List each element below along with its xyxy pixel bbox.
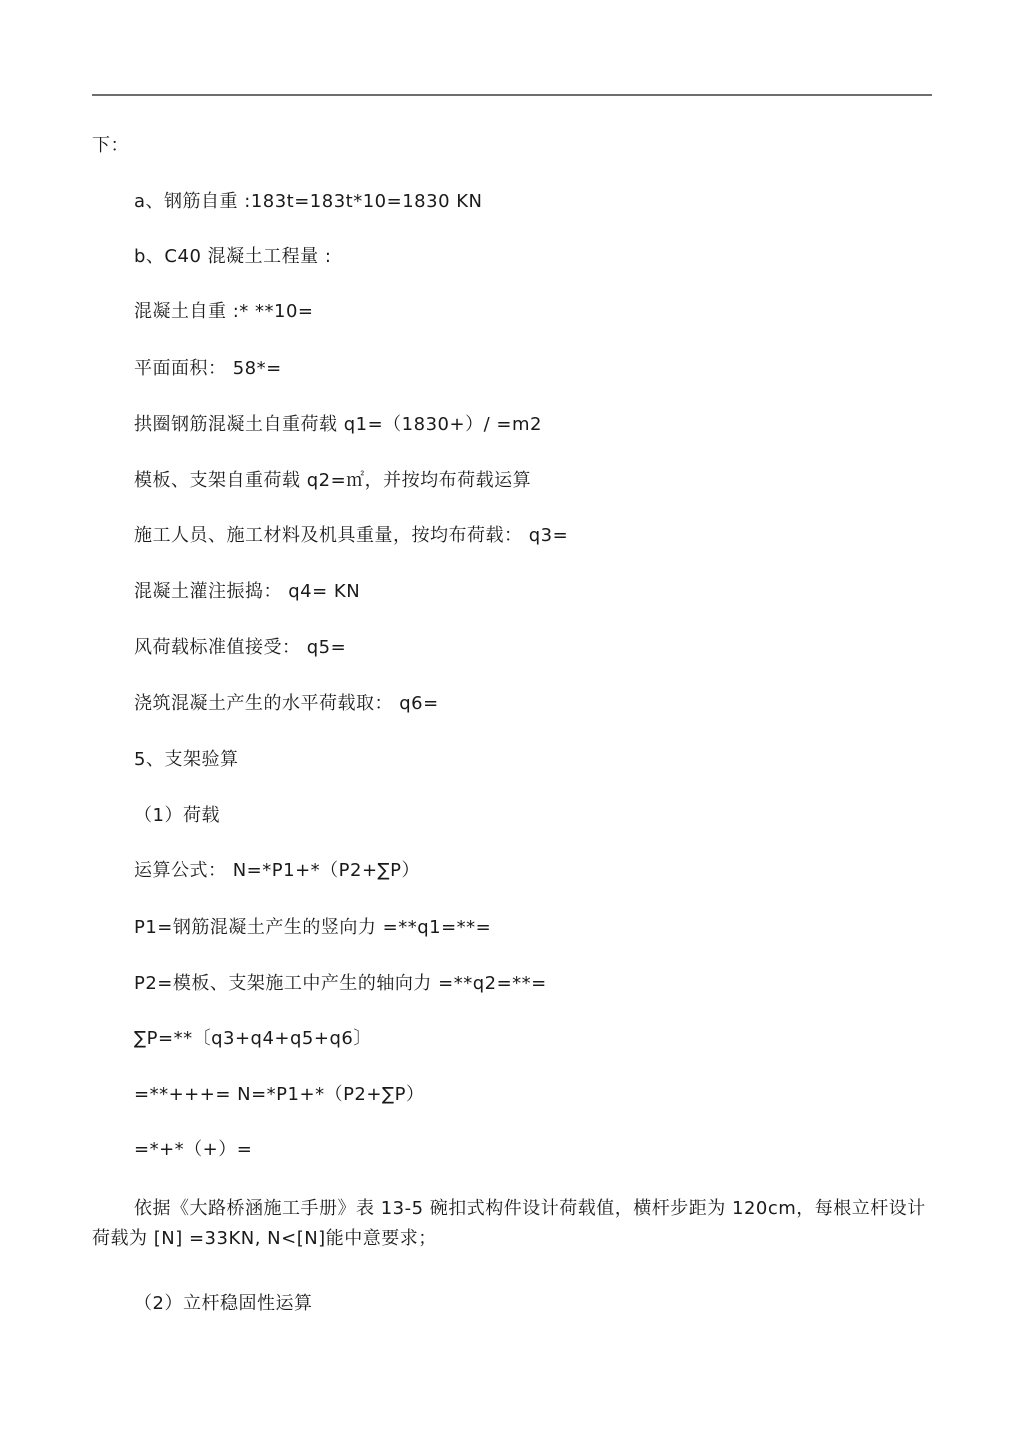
text-line: 拱圈钢筋混凝土自重荷载 q1=（1830+）/ =m2 — [134, 414, 542, 435]
formula-line: P1=钢筋混凝土产生的竖向力 =**q1=**= — [134, 917, 492, 938]
text-line: 模板、支架自重荷载 q2=㎡，并按均布荷载运算 — [134, 470, 532, 491]
formula-line: =*+*（+）= — [134, 1139, 253, 1160]
subsection-heading: （2）立杆稳固性运算 — [134, 1293, 313, 1314]
paragraph-text: 依据《大路桥涵施工手册》表 13-5 碗扣式构件设计荷载值，横杆步距为 120cm，每根立杆设计荷载为 [N] =33KN, N<[N]能中意要求； — [92, 1198, 926, 1249]
text-line: a、钢筋自重 :183t=183t*10=1830 KN — [134, 191, 483, 212]
formula-line: ∑P=**〔q3+q4+q5+q6〕 — [134, 1028, 372, 1049]
text-line: 浇筑混凝土产生的水平荷载取： q6= — [134, 693, 439, 714]
text-line: 混凝土灌注振捣： q4= KN — [134, 581, 361, 602]
text-line: b、C40 混凝土工程量 : — [134, 246, 332, 267]
formula-line: 运算公式： N=*P1+*（P2+∑P） — [134, 860, 421, 881]
text-line: 平面面积： 58*= — [134, 358, 282, 379]
formula-line: =**+++= N=*P1+*（P2+∑P） — [134, 1084, 425, 1105]
body-paragraph — [92, 1194, 932, 1254]
formula-line: P2=模板、支架施工中产生的轴向力 =**q2=**= — [134, 973, 547, 994]
text-line: 施工人员、施工材料及机具重量，按均布荷载： q3= — [134, 525, 569, 546]
section-heading: 5、支架验算 — [134, 749, 239, 770]
text-line: 下： — [92, 135, 129, 156]
subsection-heading: （1）荷载 — [134, 805, 220, 826]
text-line: 混凝土自重 :* **10= — [134, 301, 314, 322]
header-rule — [92, 94, 932, 96]
text-line: 风荷载标准值接受： q5= — [134, 637, 347, 658]
